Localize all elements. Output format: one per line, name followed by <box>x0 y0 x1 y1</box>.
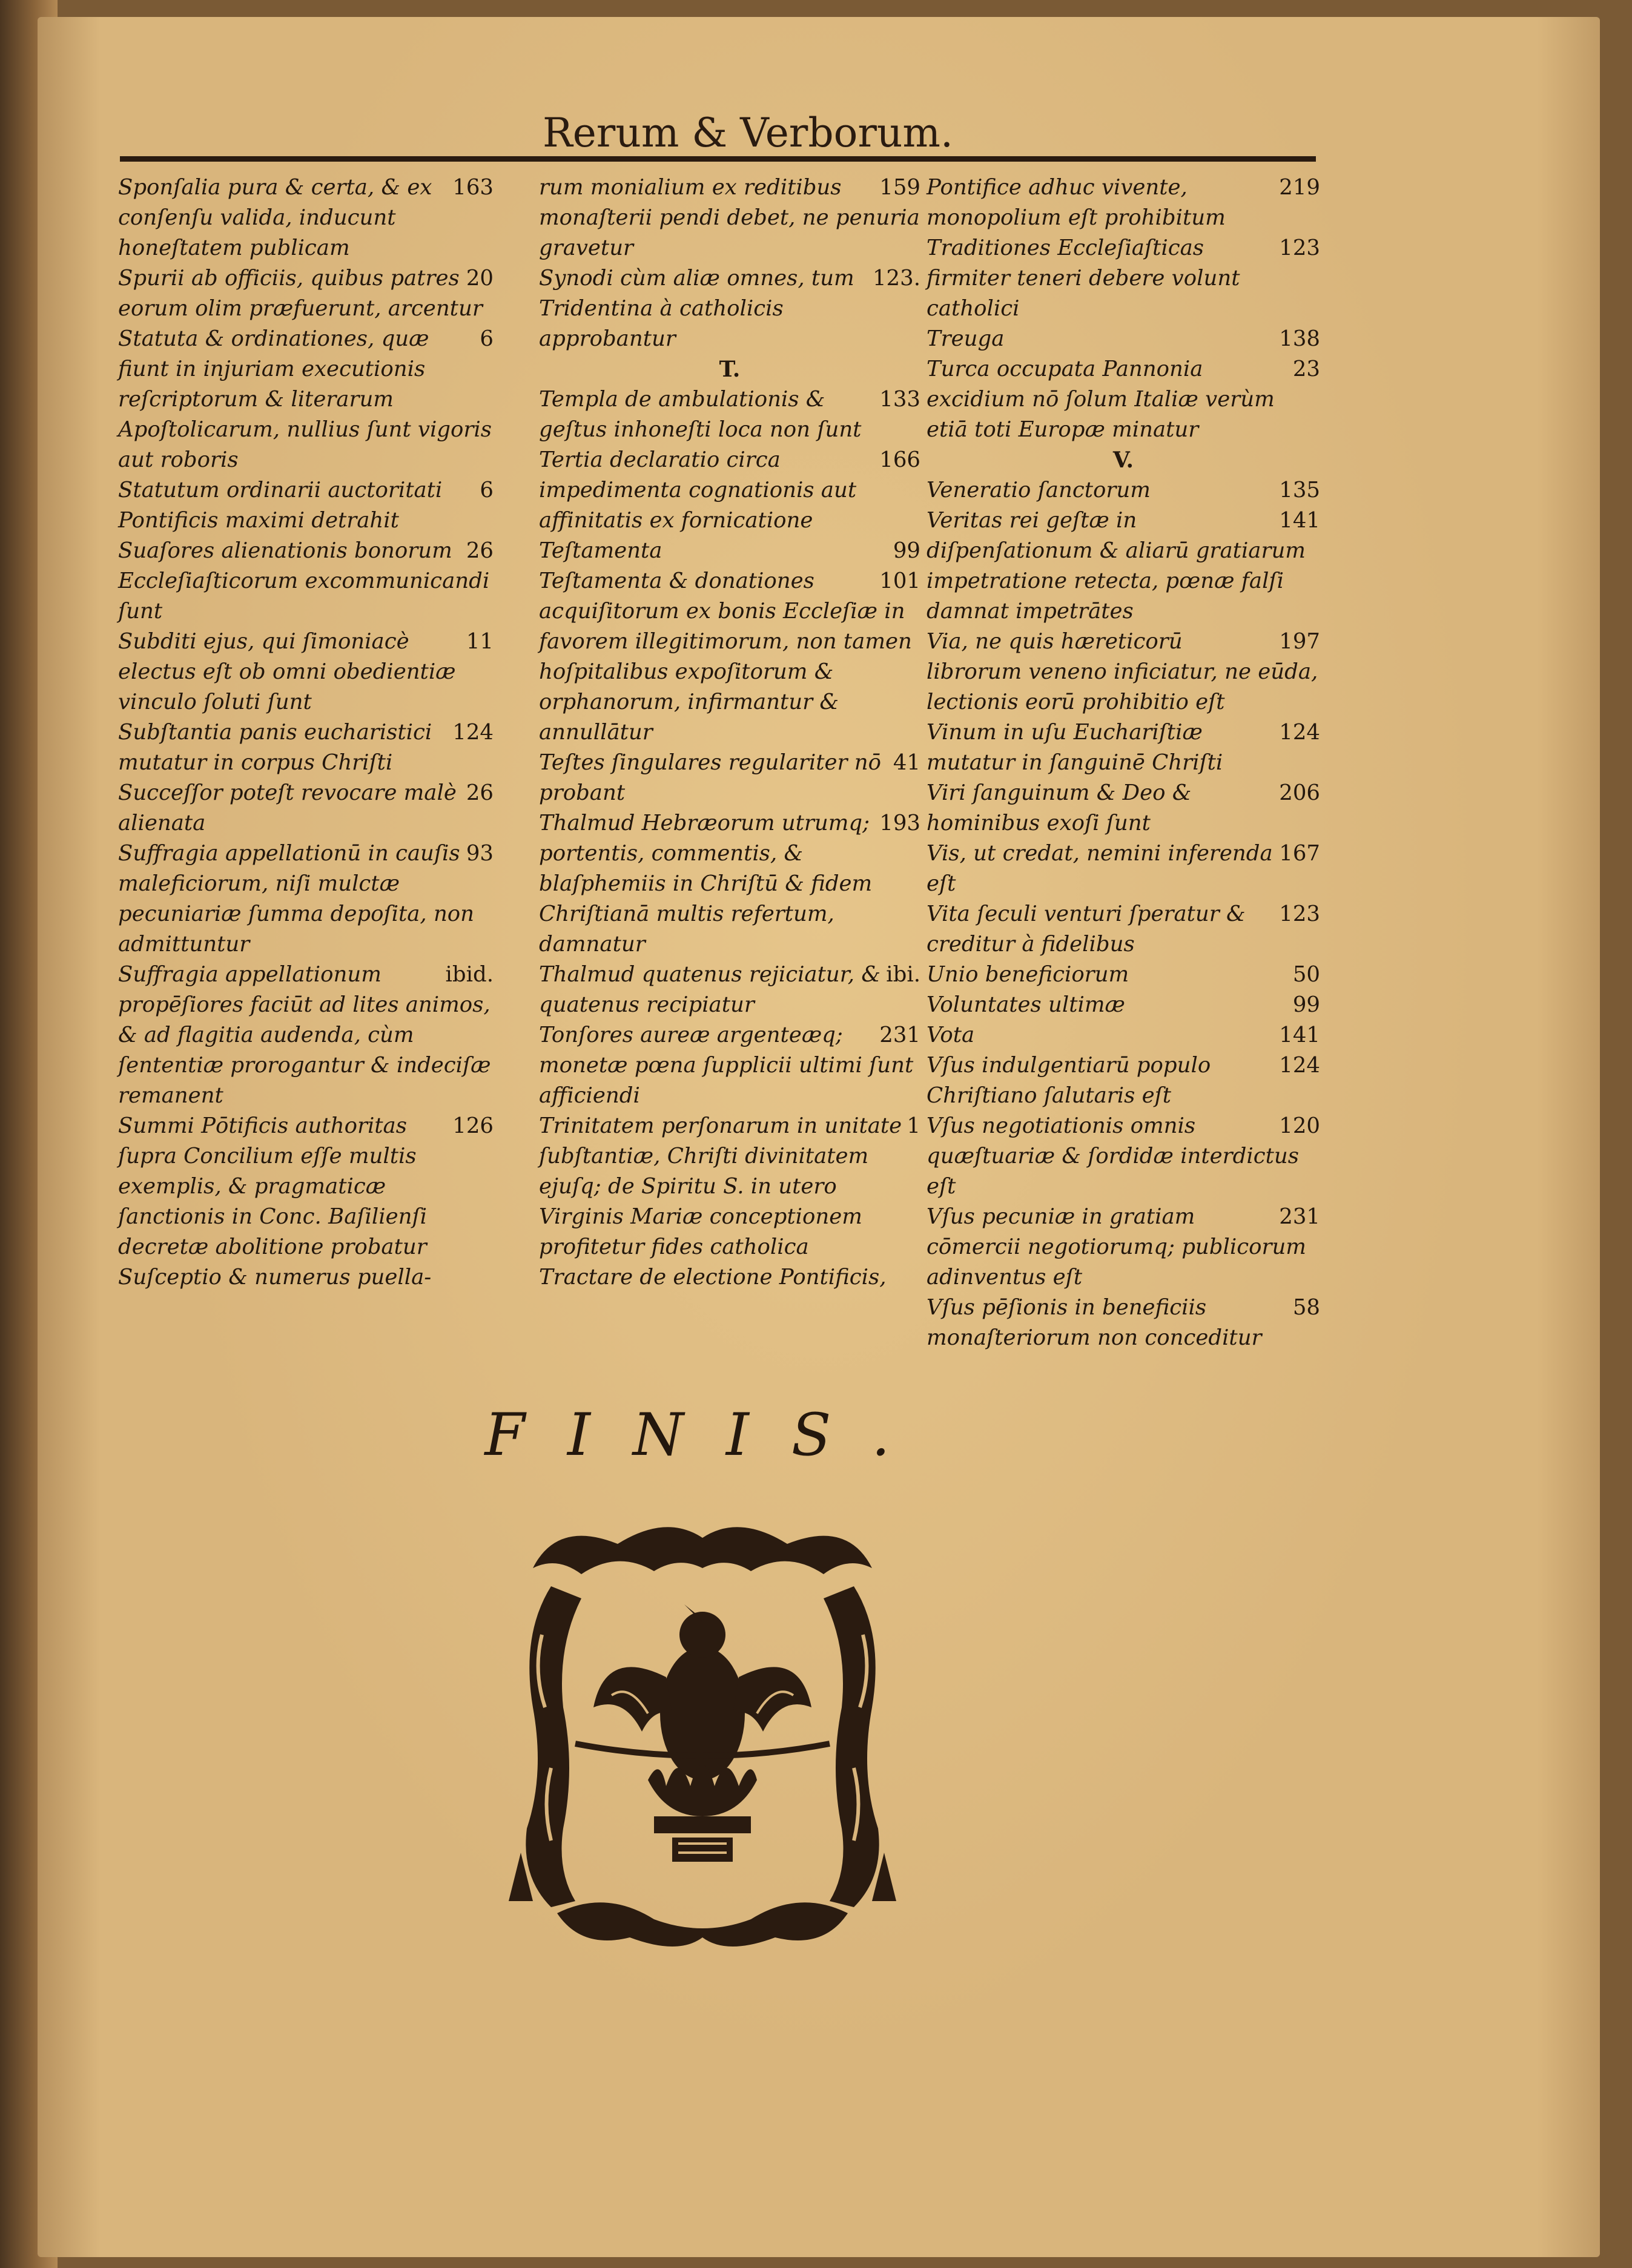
index-entry <box>539 536 920 566</box>
index-entry <box>118 717 494 778</box>
index-page-number: 123 <box>1279 902 1320 926</box>
index-column-3 <box>927 173 1320 1353</box>
index-page-number: 138 <box>1279 326 1320 351</box>
index-entry <box>539 173 920 263</box>
index-page-number: 93 <box>466 841 494 866</box>
index-entry-text: Vota <box>927 1023 975 1047</box>
index-entry <box>118 778 494 839</box>
index-page-number: 11 <box>466 629 494 654</box>
index-entry <box>927 1202 1320 1293</box>
index-entry-text: Thalmud quatenus rejiciatur, & quatenus recipiatur <box>539 962 880 1017</box>
index-page-number: 141 <box>1279 508 1320 533</box>
index-page-number: 126 <box>452 1113 494 1138</box>
index-entry-text: Suaſores alienationis bonorum Eccleſiaſticorum excommunicandi ſunt <box>118 538 490 624</box>
index-column-2 <box>539 173 920 1353</box>
running-header: Rerum & Verborum. <box>543 110 953 156</box>
index-entry-text: Templa de ambulationis & geſtus inhoneſti loca non ſunt <box>539 387 862 442</box>
index-page-number: 99 <box>1292 992 1320 1017</box>
index-entry-text: Tonſores aureæ argenteæq; monetæ pœna ſupplicii ultimi ſunt afficiendi <box>539 1023 914 1108</box>
index-page-number: 159 <box>879 175 920 200</box>
index-page-number: 41 <box>893 750 920 775</box>
index-page-number: ibi. <box>886 962 920 987</box>
index-entry <box>927 1020 1320 1050</box>
index-page-number: 135 <box>1279 478 1320 503</box>
index-entry <box>539 445 920 536</box>
index-page-number: 23 <box>1292 357 1320 381</box>
index-entry-text: Suffragia appellationum propēſiores faciūt ad lites animos, & ad flagitia audenda, cùm ſententiæ prorogantur & indeciſæ remanent <box>118 962 491 1108</box>
index-entry-text: Statutum ordinarii auctoritati Pontificis maximi detrahit <box>118 478 443 533</box>
index-entry-text: Vſus pēſionis in beneficiis monaſteriorum non conceditur <box>927 1295 1262 1350</box>
index-page-number: 219 <box>1279 175 1320 200</box>
index-entry <box>927 233 1320 324</box>
index-entry <box>927 1111 1320 1202</box>
index-entry-text: Traditiones Eccleſiaſticas firmiter teneri debere volunt catholici <box>927 236 1240 321</box>
index-page-number: 123 <box>1279 236 1320 260</box>
index-entry-text: Tractare de electione Pontificis, <box>539 1265 887 1290</box>
header-rule <box>120 156 1316 162</box>
index-page-number: 231 <box>879 1023 920 1047</box>
index-entry <box>539 808 920 960</box>
index-entry-text: Summi Pōtificis authoritas ſupra Concilium eſſe multis exemplis, & pragmaticæ ſanctionis in Conc. Baſilienſi decretæ abolitione probatur <box>118 1113 427 1259</box>
index-entry-text: Teſtes ſingulares regulariter nō probant <box>539 750 881 805</box>
index-entry <box>927 899 1320 960</box>
section-letter: T. <box>719 357 741 382</box>
index-entry <box>118 324 494 475</box>
index-entry-text: Thalmud Hebræorum utrumq; portentis, commentis, & blaſphemiis in Chriſtū & fidem Chriſtianā multis refertum, damnatur <box>539 811 873 957</box>
index-entry <box>927 475 1320 506</box>
index-entry-text: Voluntates ultimæ <box>927 992 1125 1017</box>
index-entry-text: Vſus indulgentiarū populo Chriſtiano ſalutaris eſt <box>927 1053 1211 1108</box>
index-page-number: 123. <box>872 266 920 291</box>
index-page-number: 124 <box>1279 720 1320 745</box>
index-page-number: 124 <box>452 720 494 745</box>
index-entry-text: Unio beneficiorum <box>927 962 1129 987</box>
index-entry-text: Vſus negotiationis omnis quæſtuariæ & ſordidæ interdictus eſt <box>927 1113 1299 1199</box>
index-page-number: 99 <box>893 538 920 563</box>
index-entry <box>118 1262 494 1293</box>
index-entry <box>539 960 920 1020</box>
index-entry <box>118 263 494 324</box>
index-entry <box>927 173 1320 233</box>
index-page-number: 120 <box>1279 1113 1320 1138</box>
index-page-number: 193 <box>879 811 920 836</box>
index-entry <box>927 324 1320 354</box>
index-entry <box>927 717 1320 778</box>
index-entry <box>927 627 1320 717</box>
index-entry-text: Vita ſeculi venturi ſperatur & creditur à fidelibus <box>927 902 1246 957</box>
index-entry <box>118 536 494 627</box>
index-entry-text: Pontifice adhuc vivente, monopolium eſt prohibitum <box>927 175 1226 230</box>
index-page-number: ibid. <box>445 962 494 987</box>
index-page-number: 167 <box>1279 841 1320 866</box>
index-entry <box>927 839 1320 899</box>
index-entry-text: Subſtantia panis eucharistici mutatur in corpus Chriſti <box>118 720 432 775</box>
index-entry <box>539 384 920 445</box>
index-entry <box>927 1293 1320 1353</box>
index-entry <box>118 839 494 960</box>
index-entry <box>118 475 494 536</box>
index-entry-text: Veneratio ſanctorum <box>927 478 1151 503</box>
index-entry <box>927 960 1320 990</box>
index-entry <box>539 566 920 748</box>
index-entry-text: Succeſſor poteſt revocare malè alienata <box>118 780 457 836</box>
index-entry <box>927 506 1320 627</box>
index-entry-text: Suffragia appellationū in cauſis maleficiorum, niſi mulctæ pecuniariæ ſumma depoſita, non admittuntur <box>118 841 475 957</box>
index-page-number: 166 <box>879 447 920 472</box>
index-page-number: 133 <box>879 387 920 412</box>
index-page-number: 26 <box>466 780 494 805</box>
index-page-number: 206 <box>1279 780 1320 805</box>
index-entry <box>118 960 494 1111</box>
index-page-number: 6 <box>480 478 494 503</box>
index-page-number: 197 <box>1279 629 1320 654</box>
index-entry-text: Treuga <box>927 326 1005 351</box>
index-entry-text: Turca occupata Pannonia excidium nō ſolum Italiæ verùm etiā toti Europæ minatur <box>927 357 1275 442</box>
index-page-number: 101 <box>879 569 920 593</box>
index-entry <box>539 748 920 808</box>
index-entry <box>927 354 1320 445</box>
index-entry-text: Teſtamenta <box>539 538 662 563</box>
index-entry <box>118 173 494 263</box>
index-entry-text: Tertia declaratio circa impedimenta cognationis aut affinitatis ex fornicatione <box>539 447 857 533</box>
index-entry <box>118 1111 494 1262</box>
index-page-number: 26 <box>466 538 494 563</box>
index-entry-text: Vſus pecuniæ in gratiam cōmercii negotiorumq; publicorum adinventus eſt <box>927 1204 1306 1290</box>
index-page-number: 163 <box>452 175 494 200</box>
index-entry-text: Teſtamenta & donationes acquiſitorum ex bonis Eccleſiæ in favorem illegitimorum, non tamen hoſpitalibus expoſitorum & orphanorum, infirmantur & annullātur <box>539 569 912 745</box>
phoenix-printer-device-icon <box>484 1514 920 1962</box>
index-entry <box>927 1050 1320 1111</box>
index-page-number: 20 <box>466 266 494 291</box>
index-entry-text: Via, ne quis hæreticorū librorum veneno inficiatur, ne eūda, lectionis eorū prohibitio eſt <box>927 629 1318 714</box>
index-entry-text: Synodi cùm aliæ omnes, tum Tridentina à catholicis approbantur <box>539 266 854 351</box>
index-entry-text: rum monialium ex reditibus monaſterii pendi debet, ne penuria gravetur <box>539 175 920 260</box>
index-entry-text: Subditi ejus, qui ſimoniacè electus eſt ob omni obedientiæ vinculo ſoluti ſunt <box>118 629 456 714</box>
index-entry <box>927 990 1320 1020</box>
index-entry <box>539 1020 920 1111</box>
index-column-1 <box>118 173 494 1353</box>
index-page-number: 58 <box>1292 1295 1320 1320</box>
index-entry <box>927 778 1320 839</box>
index-entry-text: Vis, ut credat, nemini inferenda eſt <box>927 841 1273 896</box>
index-entry-text: Viri ſanguinum & Deo & hominibus exoſi ſunt <box>927 780 1192 836</box>
index-entry <box>118 627 494 717</box>
index-entry-text: Vinum in uſu Euchariſtiæ mutatur in ſanguinē Chriſti <box>927 720 1223 775</box>
index-entry-text: Veritas rei geſtæ in diſpenſationum & aliarū gratiarum impetratione retecta, pœnæ falſi damnat impetrātes <box>927 508 1306 624</box>
index-page-number: 124 <box>1279 1053 1320 1078</box>
index-page-number: 6 <box>480 326 494 351</box>
index-entry-text: Trinitatem perſonarum in unitate ſubſtantiæ, Chriſti divinitatem ejuſq; de Spiritu S. in utero Virginis Mariæ conceptionem profitetur fides catholica <box>539 1113 902 1259</box>
finis-colophon: FINIS. <box>484 1401 933 1469</box>
index-page-number: 141 <box>1279 1023 1320 1047</box>
index-entry <box>539 1111 920 1262</box>
index-entry-text: Spurii ab officiis, quibus patres eorum olim præfuerunt, arcentur <box>118 266 483 321</box>
index-page-number: 1 <box>907 1113 920 1138</box>
index-entry-text: Suſceptio & numerus puella- <box>118 1265 432 1290</box>
index-entry-text: Sponſalia pura & certa, & ex conſenſu valida, inducunt honeſtatem publicam <box>118 175 432 260</box>
index-entry <box>539 1262 920 1293</box>
index-page-number: 231 <box>1279 1204 1320 1229</box>
index-entry <box>539 263 920 354</box>
section-letter: V. <box>1112 447 1134 473</box>
index-page-number: 50 <box>1292 962 1320 987</box>
index-entry-text: Statuta & ordinationes, quæ fiunt in injuriam executionis reſcriptorum & literarum Apoſtolicarum, nullius ſunt vigoris aut roboris <box>118 326 492 472</box>
